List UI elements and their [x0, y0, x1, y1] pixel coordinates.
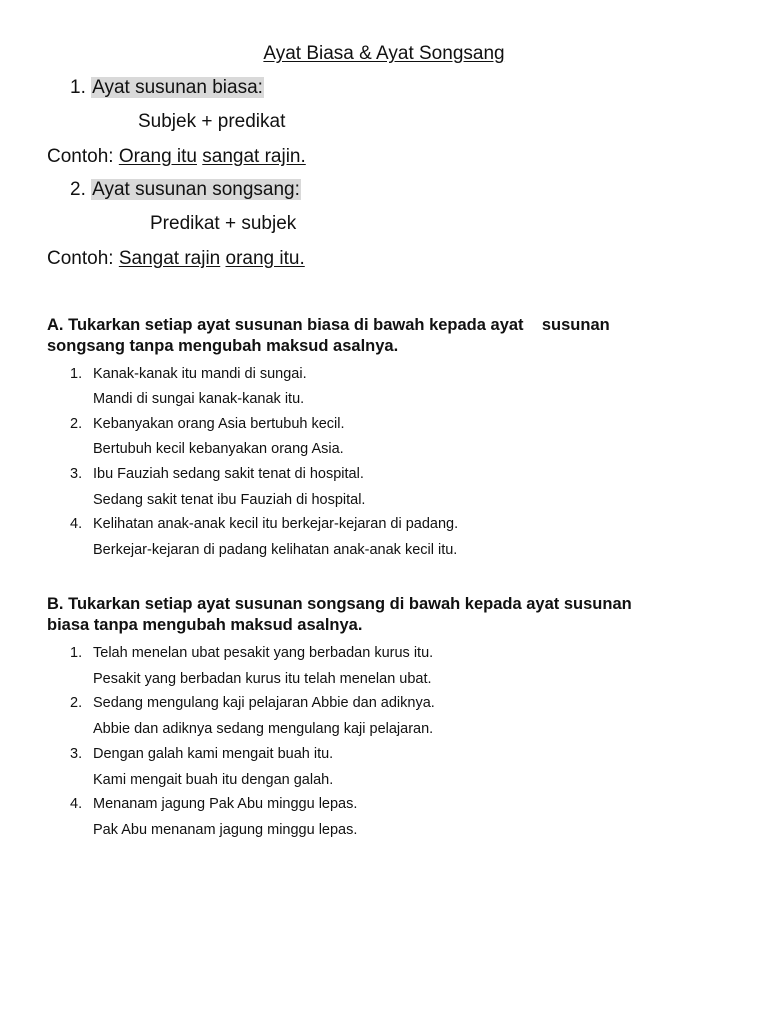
- rule-1-number: 1.: [70, 77, 86, 98]
- b-item-1-answer: Pesakit yang berbadan kurus itu telah menelan ubat.: [93, 671, 432, 687]
- rule-2-example-prefix: Contoh:: [47, 248, 114, 269]
- rule-1-example-subject: Orang itu: [118, 146, 197, 167]
- a-item-3-answer: Sedang sakit tenat ibu Fauziah di hospital.: [93, 492, 366, 508]
- rule-1-label: Ayat susunan biasa:: [92, 77, 263, 98]
- page-title: Ayat Biasa & Ayat Songsang: [263, 43, 505, 64]
- rule-1-example-predicate: sangat rajin.: [202, 146, 306, 167]
- rule-2-example-predicate: Sangat rajin: [118, 248, 221, 269]
- rule-1-example: [47, 146, 306, 168]
- section-a-heading-line1: A. Tukarkan setiap ayat susunan biasa di bawah kepada ayat susunan: [47, 316, 610, 334]
- b-item-4-question: Menanam jagung Pak Abu minggu lepas.: [93, 796, 358, 812]
- section-b-heading: [47, 594, 707, 636]
- b-item-3-question: Dengan galah kami mengait buah itu.: [93, 746, 334, 762]
- rule-1-heading: [70, 77, 264, 99]
- rule-2-number: 2.: [70, 179, 86, 200]
- rule-2-example-subject: orang itu.: [225, 248, 305, 269]
- a-item-4-answer: Berkejar-kejaran di padang kelihatan anak-anak kecil itu.: [93, 542, 458, 558]
- a-item-1-question: Kanak-kanak itu mandi di sungai.: [93, 366, 307, 382]
- rule-2-heading: [70, 179, 301, 201]
- section-a-heading-line2: songsang tanpa mengubah maksud asalnya.: [47, 337, 399, 355]
- a-item-2-answer: Bertubuh kecil kebanyakan orang Asia.: [93, 441, 344, 457]
- a-item-2-question: Kebanyakan orang Asia bertubuh kecil.: [93, 416, 345, 432]
- a-item-4-question: Kelihatan anak-anak kecil itu berkejar-kejaran di padang.: [93, 516, 459, 532]
- a-item-3-question: Ibu Fauziah sedang sakit tenat di hospital.: [93, 466, 364, 482]
- section-a-heading: [47, 315, 707, 357]
- b-item-3-number: 3.: [70, 746, 83, 762]
- section-b-heading-line2: biasa tanpa mengubah maksud asalnya.: [47, 616, 363, 634]
- a-item-1-answer: Mandi di sungai kanak-kanak itu.: [93, 391, 305, 407]
- rule-1-formula: Subjek + predikat: [138, 111, 286, 132]
- rule-2-label: Ayat susunan songsang:: [92, 179, 300, 200]
- b-item-2-question: Sedang mengulang kaji pelajaran Abbie dan adiknya.: [93, 695, 435, 711]
- b-item-4-number: 4.: [70, 796, 83, 812]
- b-item-1-number: 1.: [70, 645, 83, 661]
- b-item-2-answer: Abbie dan adiknya sedang mengulang kaji pelajaran.: [93, 721, 434, 737]
- a-item-4-number: 4.: [70, 516, 83, 532]
- b-item-4-answer: Pak Abu menanam jagung minggu lepas.: [93, 822, 358, 838]
- rule-1-example-prefix: Contoh:: [47, 146, 114, 167]
- rule-2-example: [47, 248, 305, 270]
- rule-2-formula: Predikat + subjek: [150, 213, 297, 234]
- b-item-2-number: 2.: [70, 695, 83, 711]
- a-item-2-number: 2.: [70, 416, 83, 432]
- a-item-3-number: 3.: [70, 466, 83, 482]
- b-item-3-answer: Kami mengait buah itu dengan galah.: [93, 772, 334, 788]
- b-item-1-question: Telah menelan ubat pesakit yang berbadan kurus itu.: [93, 645, 434, 661]
- a-item-1-number: 1.: [70, 366, 83, 382]
- section-b-heading-line1: B. Tukarkan setiap ayat susunan songsang di bawah kepada ayat susunan: [47, 595, 632, 613]
